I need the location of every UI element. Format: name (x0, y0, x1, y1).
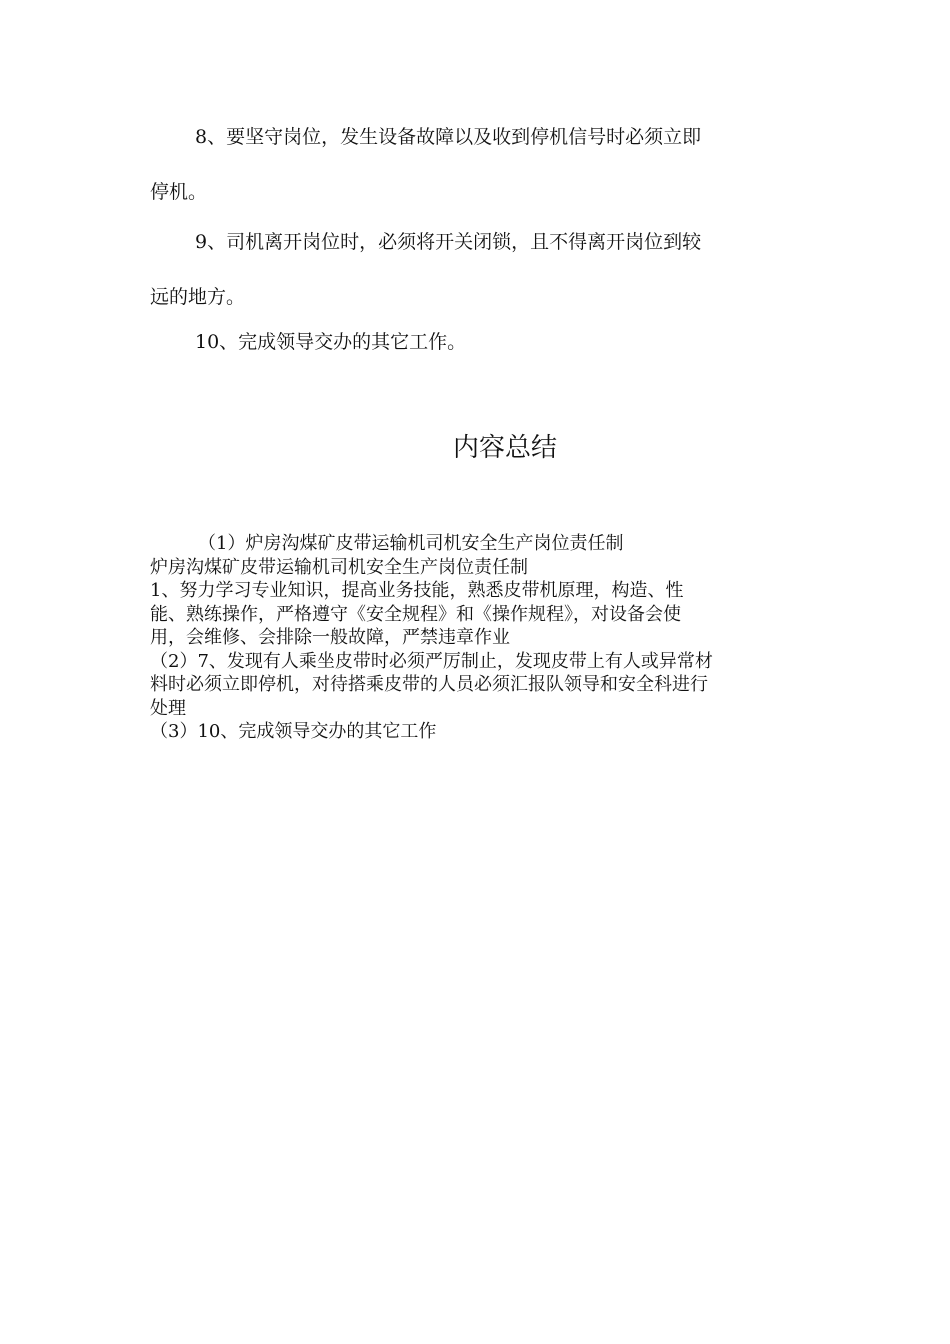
summary-block (150, 532, 800, 744)
paragraph-item-9-line-2: 远的地方。 (150, 286, 246, 308)
summary-line: 处理 (150, 697, 186, 719)
summary-line: 1、努力学习专业知识，提高业务技能，熟悉皮带机原理，构造、性 (150, 580, 684, 601)
summary-line: 料时必须立即停机，对待搭乘皮带的人员必须汇报队领导和安全科进行 (150, 674, 708, 695)
summary-line: 能、熟练操作，严格遵守《安全规程》和《操作规程》，对设备会使 (150, 603, 681, 625)
summary-line: （2）7、发现有人乘坐皮带时必须严厉制止，发现皮带上有人或异常材 (150, 650, 713, 672)
paragraph-item-9-line-1: 9、司机离开岗位时，必须将开关闭锁，且不得离开岗位到较 (195, 231, 702, 253)
paragraph-item-8-line-1: 8、要坚守岗位，发生设备故障以及收到停机信号时必须立即 (195, 126, 702, 148)
summary-line: 炉房沟煤矿皮带运输机司机安全生产岗位责任制 (150, 556, 528, 578)
paragraph-item-8 (150, 110, 795, 220)
paragraph-item-10-line-1: 10、完成领导交办的其它工作。 (195, 331, 467, 353)
summary-title: 内容总结 (452, 433, 557, 463)
summary-line: 用，会维修、会排除一般故障，严禁违章作业 (150, 627, 510, 648)
summary-line: （3）10、完成领导交办的其它工作 (150, 721, 437, 742)
summary-line: （1）炉房沟煤矿皮带运输机司机安全生产岗位责任制 (198, 533, 624, 554)
paragraph-item-9 (150, 215, 795, 325)
paragraph-item-10 (150, 315, 795, 370)
paragraph-item-8-line-2: 停机。 (150, 181, 208, 203)
